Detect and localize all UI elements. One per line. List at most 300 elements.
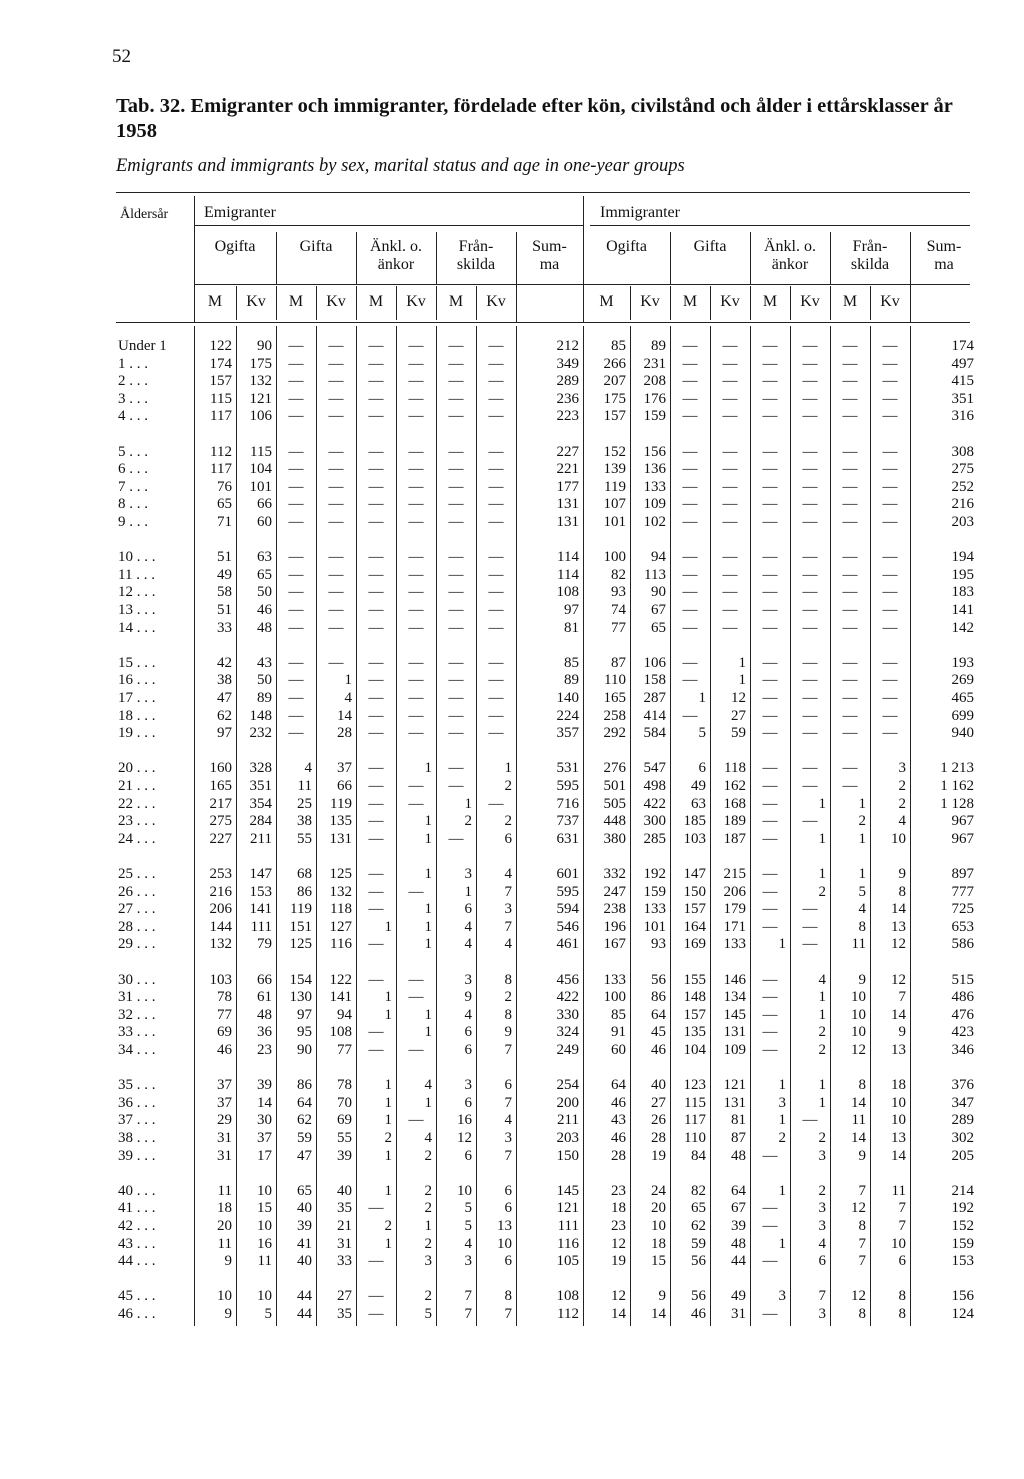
- table-cell: 101: [249, 478, 272, 495]
- table-cell: —: [722, 478, 738, 495]
- table-cell: —: [328, 549, 344, 566]
- table-cell: 7: [504, 1147, 512, 1164]
- table-cell: —: [882, 619, 898, 636]
- table-cell: 14: [851, 1094, 866, 1111]
- table-cell: 177: [556, 478, 579, 495]
- table-cell: —: [762, 478, 778, 495]
- table-cell: 1: [464, 883, 472, 900]
- row-age-label: 33 . . .: [118, 1024, 156, 1041]
- table-cell: 82: [691, 1182, 706, 1199]
- row-age-label: 39 . . .: [118, 1147, 156, 1164]
- table-cell: 324: [556, 1024, 579, 1041]
- header-m-imm: M: [842, 293, 858, 310]
- header-fran-imm: Från-: [852, 238, 888, 255]
- table-cell: 109: [643, 496, 666, 513]
- table-cell: 66: [337, 778, 352, 794]
- table-cell: 19: [611, 1253, 626, 1270]
- vrule-group-ankl-imm: [750, 232, 751, 284]
- table-cell: 39: [337, 1147, 352, 1164]
- table-cell: —: [682, 478, 698, 495]
- table-cell: 1: [818, 1094, 826, 1111]
- table-cell: —: [288, 478, 304, 495]
- table-cell: 51: [217, 602, 232, 618]
- table-cell: 287: [643, 690, 666, 706]
- table-cell: 1: [384, 1094, 392, 1111]
- table-cell: 48: [731, 1235, 746, 1252]
- row-age-label: 26 . . .: [118, 883, 156, 900]
- row-age-label: 4 . . .: [118, 408, 148, 425]
- table-cell: —: [488, 549, 504, 566]
- table-cell: 28: [611, 1147, 626, 1164]
- table-cell: 3: [898, 760, 906, 777]
- table-cell: 10: [217, 1288, 232, 1305]
- table-cell: 106: [643, 654, 666, 671]
- table-cell: —: [408, 690, 424, 706]
- table-cell: —: [488, 496, 504, 513]
- table-cell: —: [408, 602, 424, 618]
- table-cell: 63: [257, 549, 272, 566]
- table-cell: 134: [723, 989, 746, 1006]
- table-cell: —: [762, 971, 778, 988]
- table-cell: 46: [611, 1094, 626, 1111]
- row-age-label: 46 . . .: [118, 1306, 156, 1322]
- table-cell: —: [802, 936, 818, 953]
- table-cell: 10: [257, 1182, 272, 1199]
- table-cell: 1: [818, 866, 826, 882]
- row-age-label: 12 . . .: [118, 584, 156, 601]
- table-cell: 93: [651, 936, 666, 953]
- table-cell: —: [448, 725, 464, 742]
- header-summa-emi: Sum-: [532, 238, 567, 255]
- table-cell: 461: [556, 936, 579, 953]
- table-cell: 41: [297, 1235, 312, 1252]
- table-cell: 217: [209, 795, 232, 812]
- row-age-label: 7 . . .: [118, 478, 148, 495]
- table-cell: 36: [257, 1024, 272, 1041]
- table-cell: 115: [684, 1094, 706, 1111]
- table-cell: —: [882, 654, 898, 671]
- table-cell: 56: [651, 971, 666, 988]
- table-cell: —: [368, 654, 384, 671]
- table-cell: —: [288, 390, 304, 407]
- table-cell: 967: [951, 813, 974, 830]
- table-cell: —: [762, 373, 778, 390]
- table-cell: 65: [297, 1182, 312, 1199]
- table-cell: 31: [217, 1130, 232, 1146]
- table-cell: —: [448, 443, 464, 460]
- table-cell: 224: [556, 707, 579, 724]
- table-cell: 4: [464, 918, 472, 935]
- vrule-mkv-imm: [870, 286, 871, 320]
- table-cell: 275: [209, 813, 232, 830]
- table-cell: 145: [556, 1182, 579, 1199]
- table-cell: 1: [424, 1094, 432, 1111]
- table-cell: 3: [464, 1253, 472, 1270]
- table-cell: 27: [651, 1094, 666, 1111]
- table-cell: 465: [951, 690, 974, 706]
- table-cell: —: [722, 602, 738, 618]
- table-cell: —: [448, 408, 464, 425]
- table-cell: 247: [603, 883, 626, 900]
- table-cell: —: [288, 408, 304, 425]
- table-cell: 1 128: [940, 795, 974, 812]
- table-cell: 140: [556, 690, 579, 706]
- table-cell: —: [802, 760, 818, 777]
- header-kv-imm: Kv: [640, 293, 660, 310]
- table-cell: 68: [297, 866, 312, 882]
- table-cell: —: [842, 778, 858, 794]
- table-cell: 47: [217, 690, 232, 706]
- table-cell: 135: [329, 813, 352, 830]
- table-cell: —: [328, 390, 344, 407]
- table-cell: —: [802, 690, 818, 706]
- table-cell: —: [722, 443, 738, 460]
- table-cell: 94: [651, 549, 666, 566]
- table-cell: —: [882, 566, 898, 583]
- table-cell: —: [448, 566, 464, 583]
- table-cell: 448: [603, 813, 626, 830]
- table-cell: 121: [249, 390, 272, 407]
- table-cell: —: [882, 725, 898, 742]
- row-age-label: 6 . . .: [118, 461, 148, 478]
- table-cell: 189: [723, 813, 746, 830]
- table-cell: 26: [651, 1112, 666, 1129]
- table-cell: 422: [643, 795, 666, 812]
- table-cell: —: [368, 883, 384, 900]
- table-cell: —: [682, 584, 698, 601]
- table-cell: 2: [384, 1130, 392, 1146]
- header-m-imm: M: [682, 293, 698, 310]
- vrule-group-fran-emi: [436, 232, 437, 284]
- row-age-label: 25 . . .: [118, 866, 156, 882]
- table-cell: 91: [611, 1024, 626, 1041]
- table-cell: —: [802, 1112, 818, 1129]
- table-cell: 27: [337, 1288, 352, 1305]
- table-cell: 6: [504, 830, 512, 847]
- table-cell: —: [802, 901, 818, 918]
- table-cell: 546: [556, 918, 579, 935]
- table-cell: 1: [818, 795, 826, 812]
- table-cell: —: [762, 1147, 778, 1164]
- table-cell: 28: [651, 1130, 666, 1146]
- table-cell: 97: [564, 602, 579, 618]
- table-cell: —: [368, 795, 384, 812]
- table-cell: 119: [604, 478, 626, 495]
- table-cell: —: [368, 760, 384, 777]
- table-cell: —: [842, 338, 858, 354]
- table-cell: 55: [297, 830, 312, 847]
- table-cell: 86: [297, 883, 312, 900]
- table-cell: —: [842, 496, 858, 513]
- table-title: Tab. 32. Emigranter och immigranter, fördelade efter kön, civilstånd och ålder i ettårsklasser år 1958: [116, 95, 953, 142]
- table-cell: 118: [330, 901, 352, 918]
- table-cell: 46: [691, 1306, 706, 1322]
- table-cell: 497: [951, 355, 974, 372]
- table-cell: 23: [611, 1182, 626, 1199]
- table-cell: 415: [951, 373, 974, 390]
- table-cell: —: [328, 619, 344, 636]
- header-kv-imm: Kv: [720, 293, 740, 310]
- header-m-emi: M: [288, 293, 304, 310]
- vrule-body-col: [476, 326, 477, 1326]
- table-cell: 42: [217, 654, 232, 671]
- table-cell: —: [488, 602, 504, 618]
- table-cell: —: [488, 408, 504, 425]
- table-cell: 4: [818, 1235, 826, 1252]
- vrule-group-fran-imm: [830, 232, 831, 284]
- table-cell: 130: [289, 989, 312, 1006]
- row-age-label: 17 . . .: [118, 690, 156, 706]
- table-cell: 12: [611, 1288, 626, 1305]
- table-cell: 63: [691, 795, 706, 812]
- table-cell: 8: [858, 1306, 866, 1322]
- table-cell: 9: [464, 989, 472, 1006]
- header-summa-imm: Sum-: [926, 238, 962, 255]
- table-cell: —: [488, 654, 504, 671]
- table-cell: 2: [818, 1024, 826, 1041]
- table-cell: 18: [651, 1235, 666, 1252]
- table-cell: —: [288, 373, 304, 390]
- table-cell: 157: [209, 373, 232, 390]
- row-age-label: 8 . . .: [118, 496, 148, 513]
- table-cell: 1: [778, 1112, 786, 1129]
- row-age-label: 9 . . .: [118, 514, 148, 530]
- table-cell: —: [488, 672, 504, 689]
- table-cell: —: [448, 514, 464, 530]
- header-fran-2-emi: skilda: [456, 256, 496, 273]
- table-cell: 156: [643, 443, 666, 460]
- table-cell: —: [288, 461, 304, 478]
- table-cell: 1: [424, 866, 432, 882]
- table-cell: —: [368, 813, 384, 830]
- table-cell: —: [488, 707, 504, 724]
- table-cell: 104: [249, 461, 272, 478]
- table-cell: —: [722, 566, 738, 583]
- table-cell: 7: [504, 1094, 512, 1111]
- table-cell: —: [328, 408, 344, 425]
- table-cell: 595: [556, 778, 579, 794]
- table-cell: 2: [858, 813, 866, 830]
- table-cell: 6: [504, 1253, 512, 1270]
- table-cell: 15: [257, 1200, 272, 1217]
- table-cell: 8: [504, 971, 512, 988]
- table-cell: 7: [464, 1306, 472, 1322]
- table-cell: 12: [611, 1235, 626, 1252]
- header-gifta-emi: Gifta: [299, 238, 333, 255]
- table-cell: 117: [210, 461, 232, 478]
- table-cell: —: [488, 461, 504, 478]
- table-cell: —: [368, 672, 384, 689]
- table-cell: 31: [731, 1306, 746, 1322]
- table-cell: —: [448, 654, 464, 671]
- header-top-rule: [116, 192, 970, 193]
- table-cell: —: [762, 654, 778, 671]
- table-cell: 10: [891, 1235, 906, 1252]
- table-cell: —: [802, 461, 818, 478]
- row-age-label: 20 . . .: [118, 760, 156, 777]
- table-cell: —: [448, 707, 464, 724]
- table-cell: 46: [217, 1042, 232, 1058]
- table-cell: 174: [209, 355, 232, 372]
- table-cell: 1: [778, 1077, 786, 1094]
- table-cell: 10: [891, 830, 906, 847]
- vrule-group-ankl-emi: [356, 232, 357, 284]
- table-cell: —: [368, 1200, 384, 1217]
- table-cell: —: [762, 989, 778, 1006]
- table-cell: 3: [818, 1147, 826, 1164]
- table-cell: 29: [217, 1112, 232, 1129]
- table-cell: 7: [898, 1218, 906, 1234]
- table-cell: 141: [329, 989, 352, 1006]
- table-cell: —: [802, 654, 818, 671]
- table-cell: 55: [337, 1130, 352, 1146]
- table-cell: 6: [464, 1042, 472, 1058]
- table-cell: 187: [723, 830, 746, 847]
- header-kv-emi: Kv: [486, 293, 506, 310]
- table-cell: 1: [384, 1077, 392, 1094]
- table-cell: 357: [556, 725, 579, 742]
- table-cell: 2: [504, 778, 512, 794]
- row-age-label: Under 1: [118, 338, 167, 354]
- table-cell: —: [408, 725, 424, 742]
- table-cell: 147: [683, 866, 706, 882]
- table-cell: —: [882, 584, 898, 601]
- table-cell: —: [288, 549, 304, 566]
- table-cell: 47: [297, 1147, 312, 1164]
- table-cell: —: [488, 478, 504, 495]
- table-cell: 195: [951, 566, 974, 583]
- row-age-label: 13 . . .: [118, 602, 156, 618]
- table-cell: —: [802, 496, 818, 513]
- table-cell: 3: [778, 1094, 786, 1111]
- table-cell: —: [408, 971, 424, 988]
- table-cell: 380: [603, 830, 626, 847]
- table-cell: —: [682, 443, 698, 460]
- table-cell: 1: [858, 795, 866, 812]
- table-cell: —: [762, 619, 778, 636]
- vrule-body-col: [710, 326, 711, 1326]
- table-cell: 206: [723, 883, 746, 900]
- table-cell: 77: [337, 1042, 352, 1058]
- table-cell: —: [408, 408, 424, 425]
- table-cell: —: [882, 602, 898, 618]
- table-cell: —: [288, 338, 304, 354]
- table-cell: 37: [257, 1130, 272, 1146]
- table-cell: 4: [464, 936, 472, 953]
- table-cell: 1: [738, 654, 746, 671]
- table-cell: 64: [297, 1094, 312, 1111]
- table-cell: 2: [424, 1235, 432, 1252]
- table-cell: 59: [297, 1130, 312, 1146]
- table-cell: —: [328, 514, 344, 530]
- table-cell: —: [762, 584, 778, 601]
- table-cell: 69: [337, 1112, 352, 1129]
- table-cell: 8: [898, 1306, 906, 1322]
- table-cell: 66: [257, 971, 272, 988]
- table-cell: 253: [209, 866, 232, 882]
- table-cell: —: [682, 514, 698, 530]
- table-cell: 1: [424, 1218, 432, 1234]
- table-cell: 2: [778, 1130, 786, 1146]
- table-cell: 414: [643, 707, 666, 724]
- table-cell: 62: [297, 1112, 312, 1129]
- table-cell: 777: [951, 883, 974, 900]
- table-cell: —: [288, 584, 304, 601]
- table-cell: 97: [297, 1006, 312, 1023]
- table-cell: 206: [209, 901, 232, 918]
- vrule-mkv-emi: [476, 286, 477, 320]
- row-age-label: 1 . . .: [118, 355, 148, 372]
- table-cell: 45: [651, 1024, 666, 1041]
- table-cell: —: [762, 1024, 778, 1041]
- table-cell: —: [368, 461, 384, 478]
- table-cell: 3: [818, 1200, 826, 1217]
- table-cell: 121: [723, 1077, 746, 1094]
- table-cell: 93: [611, 584, 626, 601]
- table-cell: 10: [457, 1182, 472, 1199]
- row-age-label: 31 . . .: [118, 989, 156, 1006]
- group-rule-immigranter: [590, 225, 970, 226]
- table-cell: 43: [611, 1112, 626, 1129]
- table-cell: 223: [556, 408, 579, 425]
- table-cell: 110: [684, 1130, 706, 1146]
- table-cell: 87: [731, 1130, 746, 1146]
- table-cell: 168: [723, 795, 746, 812]
- table-cell: —: [762, 901, 778, 918]
- vrule-body-col: [670, 326, 671, 1326]
- table-cell: 153: [249, 883, 272, 900]
- table-cell: 124: [951, 1306, 974, 1322]
- table-cell: 302: [951, 1130, 974, 1146]
- table-cell: 165: [209, 778, 232, 794]
- table-cell: 35: [337, 1306, 352, 1322]
- table-cell: 10: [651, 1218, 666, 1234]
- table-cell: 347: [951, 1094, 974, 1111]
- table-cell: 125: [289, 936, 312, 953]
- table-cell: —: [288, 725, 304, 742]
- table-cell: —: [368, 830, 384, 847]
- table-cell: 23: [611, 1218, 626, 1234]
- table-cell: 2: [504, 813, 512, 830]
- table-cell: 59: [691, 1235, 706, 1252]
- table-cell: 10: [851, 1006, 866, 1023]
- table-cell: —: [448, 760, 464, 777]
- row-age-label: 10 . . .: [118, 549, 156, 566]
- table-cell: 2: [898, 778, 906, 794]
- table-cell: 1: [778, 1235, 786, 1252]
- table-cell: 515: [951, 971, 974, 988]
- table-cell: —: [288, 602, 304, 618]
- table-cell: 167: [603, 936, 626, 953]
- table-cell: —: [682, 390, 698, 407]
- row-age-label: 36 . . .: [118, 1094, 156, 1111]
- row-age-label: 28 . . .: [118, 918, 156, 935]
- header-gifta-imm: Gifta: [693, 238, 727, 255]
- table-cell: —: [802, 443, 818, 460]
- table-cell: 115: [210, 390, 232, 407]
- table-cell: 308: [951, 443, 974, 460]
- vrule-body-col: [316, 326, 317, 1326]
- vrule-body-col: [750, 326, 751, 1326]
- row-age-label: 29 . . .: [118, 936, 156, 953]
- table-cell: 1: [424, 760, 432, 777]
- table-cell: —: [762, 830, 778, 847]
- table-cell: 62: [691, 1218, 706, 1234]
- table-cell: —: [488, 514, 504, 530]
- table-cell: —: [288, 355, 304, 372]
- table-cell: —: [722, 390, 738, 407]
- table-cell: 33: [217, 619, 232, 636]
